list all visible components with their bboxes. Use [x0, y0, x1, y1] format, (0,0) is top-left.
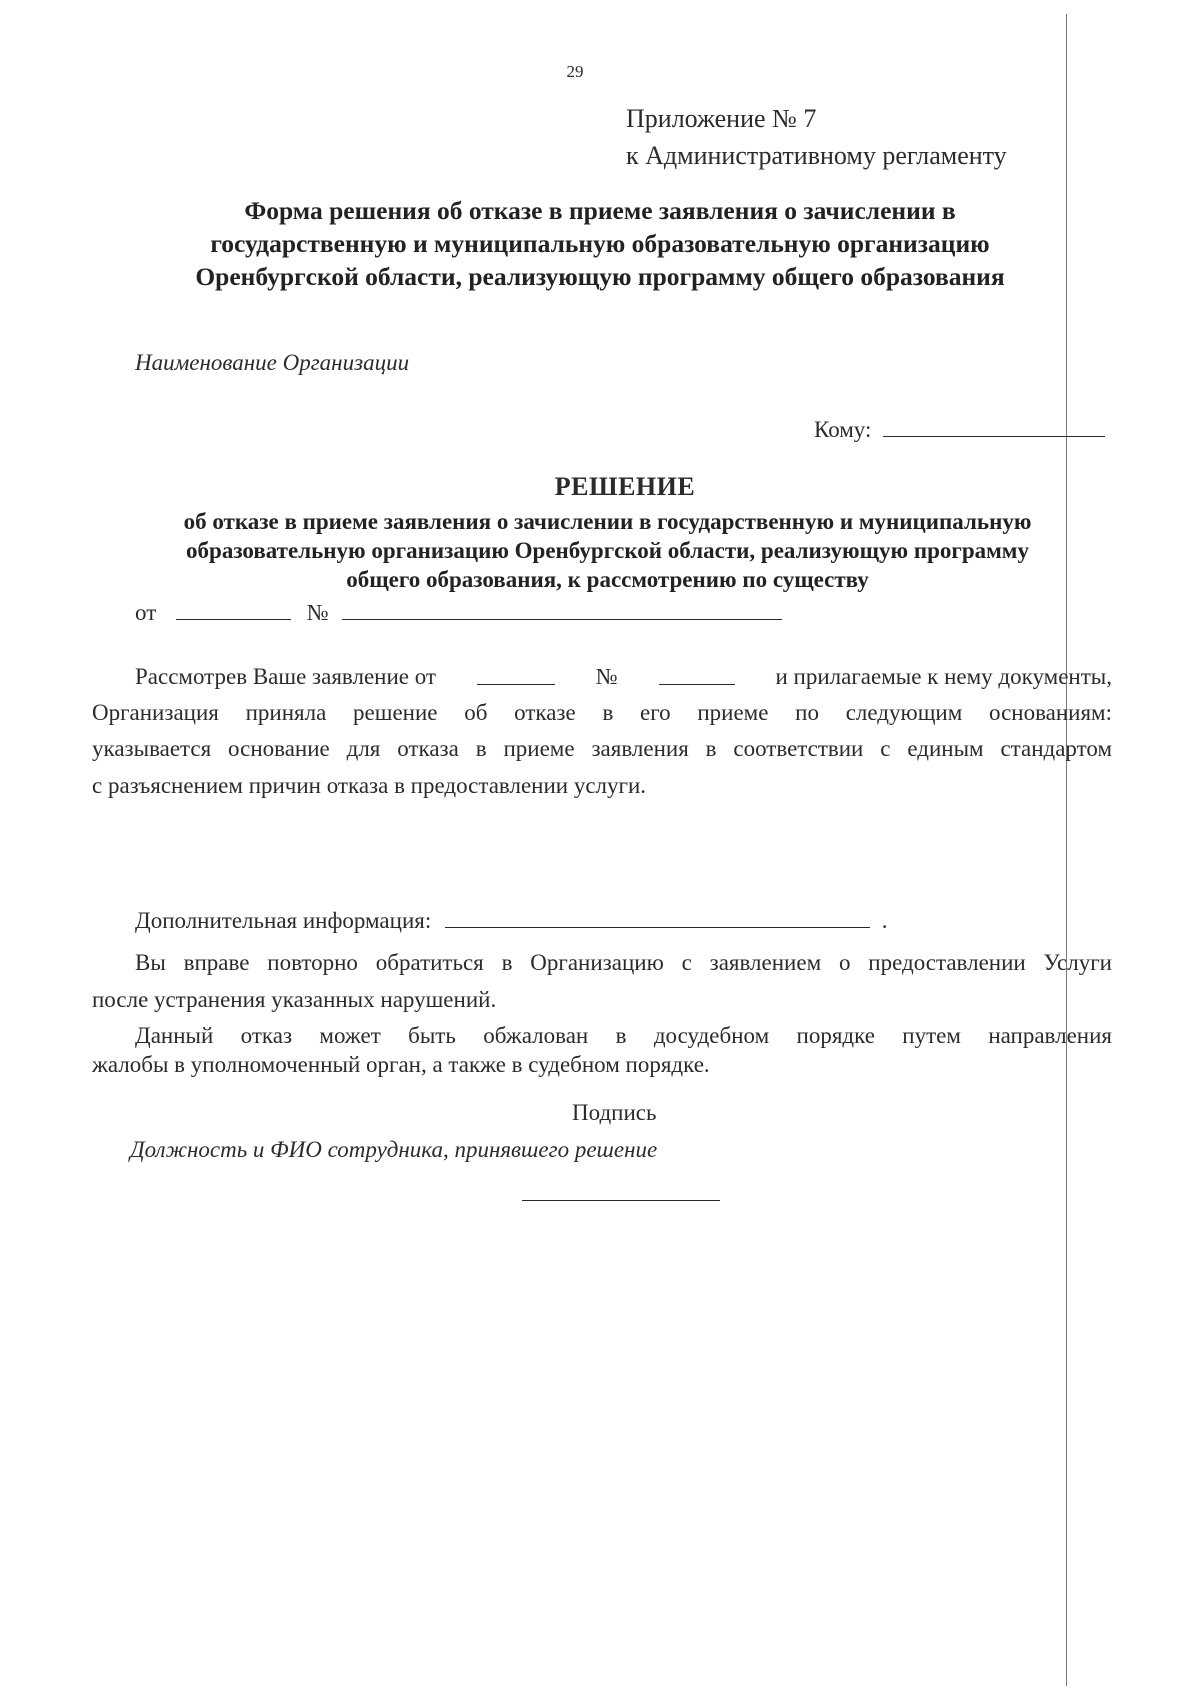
organization-name-placeholder: Наименование Организации — [135, 350, 410, 375]
p1-start: Рассмотрев Ваше заявление от — [135, 664, 436, 689]
body-paragraph-1-line-4: с разъяснением причин отказа в предоставлении услуги. — [92, 773, 647, 798]
decision-subtitle-line-3: общего образования, к рассмотрению по существу — [346, 567, 869, 592]
decision-subtitle-line-1: об отказе в приеме заявления о зачислении в государственную и муниципальную — [183, 509, 1032, 534]
reapply-line-2: после устранения указанных нарушений. — [92, 987, 497, 1012]
recipient-label: Кому: — [814, 417, 872, 442]
recipient-blank — [883, 416, 1105, 437]
appeal-line-2: жалобы в уполномоченный орган, а также в судебном порядке. — [92, 1052, 710, 1077]
p1-rest: и прилагаемые к нему документы, — [775, 664, 1112, 689]
signature-line — [522, 1200, 720, 1201]
recipient-line — [814, 416, 1105, 443]
p1-date-blank — [477, 664, 555, 685]
form-title-line-2: государственную и муниципальную образовательную организацию — [210, 229, 990, 258]
appeal-line-1: Данный отказ может быть обжалован в досудебном порядке путем направления — [135, 1023, 1112, 1048]
signer-position-placeholder: Должность и ФИО сотрудника, принявшего решение — [130, 1137, 658, 1162]
decision-date-number-line — [135, 599, 782, 626]
decision-subtitle-line-2: образовательную организацию Оренбургской области, реализующую программу — [186, 538, 1029, 563]
number-blank — [342, 599, 782, 620]
additional-info-label: Дополнительная информация: — [135, 908, 432, 933]
page-number: 29 — [566, 62, 584, 81]
body-paragraph-1-line-2: Организация приняла решение об отказе в его приеме по следующим основаниям: — [92, 700, 1112, 725]
signature-label: Подпись — [572, 1100, 657, 1125]
p1-number-blank — [659, 664, 735, 685]
annex-subtitle: к Административному регламенту — [626, 141, 1007, 170]
annex-title: Приложение № 7 — [626, 104, 817, 133]
additional-info-line — [135, 907, 887, 934]
decision-heading: РЕШЕНИЕ — [554, 472, 696, 501]
body-paragraph-1-first-line — [135, 664, 1112, 690]
additional-info-blank — [445, 907, 870, 928]
form-title-line-1: Форма решения об отказе в приеме заявления о зачислении в — [244, 196, 956, 225]
additional-info-end: . — [881, 908, 888, 933]
date-label: от — [135, 600, 157, 625]
number-label: № — [306, 600, 329, 625]
p1-number-label: № — [595, 664, 618, 689]
body-paragraph-1-line-3: указывается основание для отказа в приеме заявления в соответствии с единым стандартом — [92, 736, 1112, 761]
reapply-line-1: Вы вправе повторно обратиться в Организацию с заявлением о предоставлении Услуги — [135, 950, 1112, 975]
form-title-line-3: Оренбургской области, реализующую программу общего образования — [195, 262, 1005, 291]
date-blank — [176, 599, 291, 620]
